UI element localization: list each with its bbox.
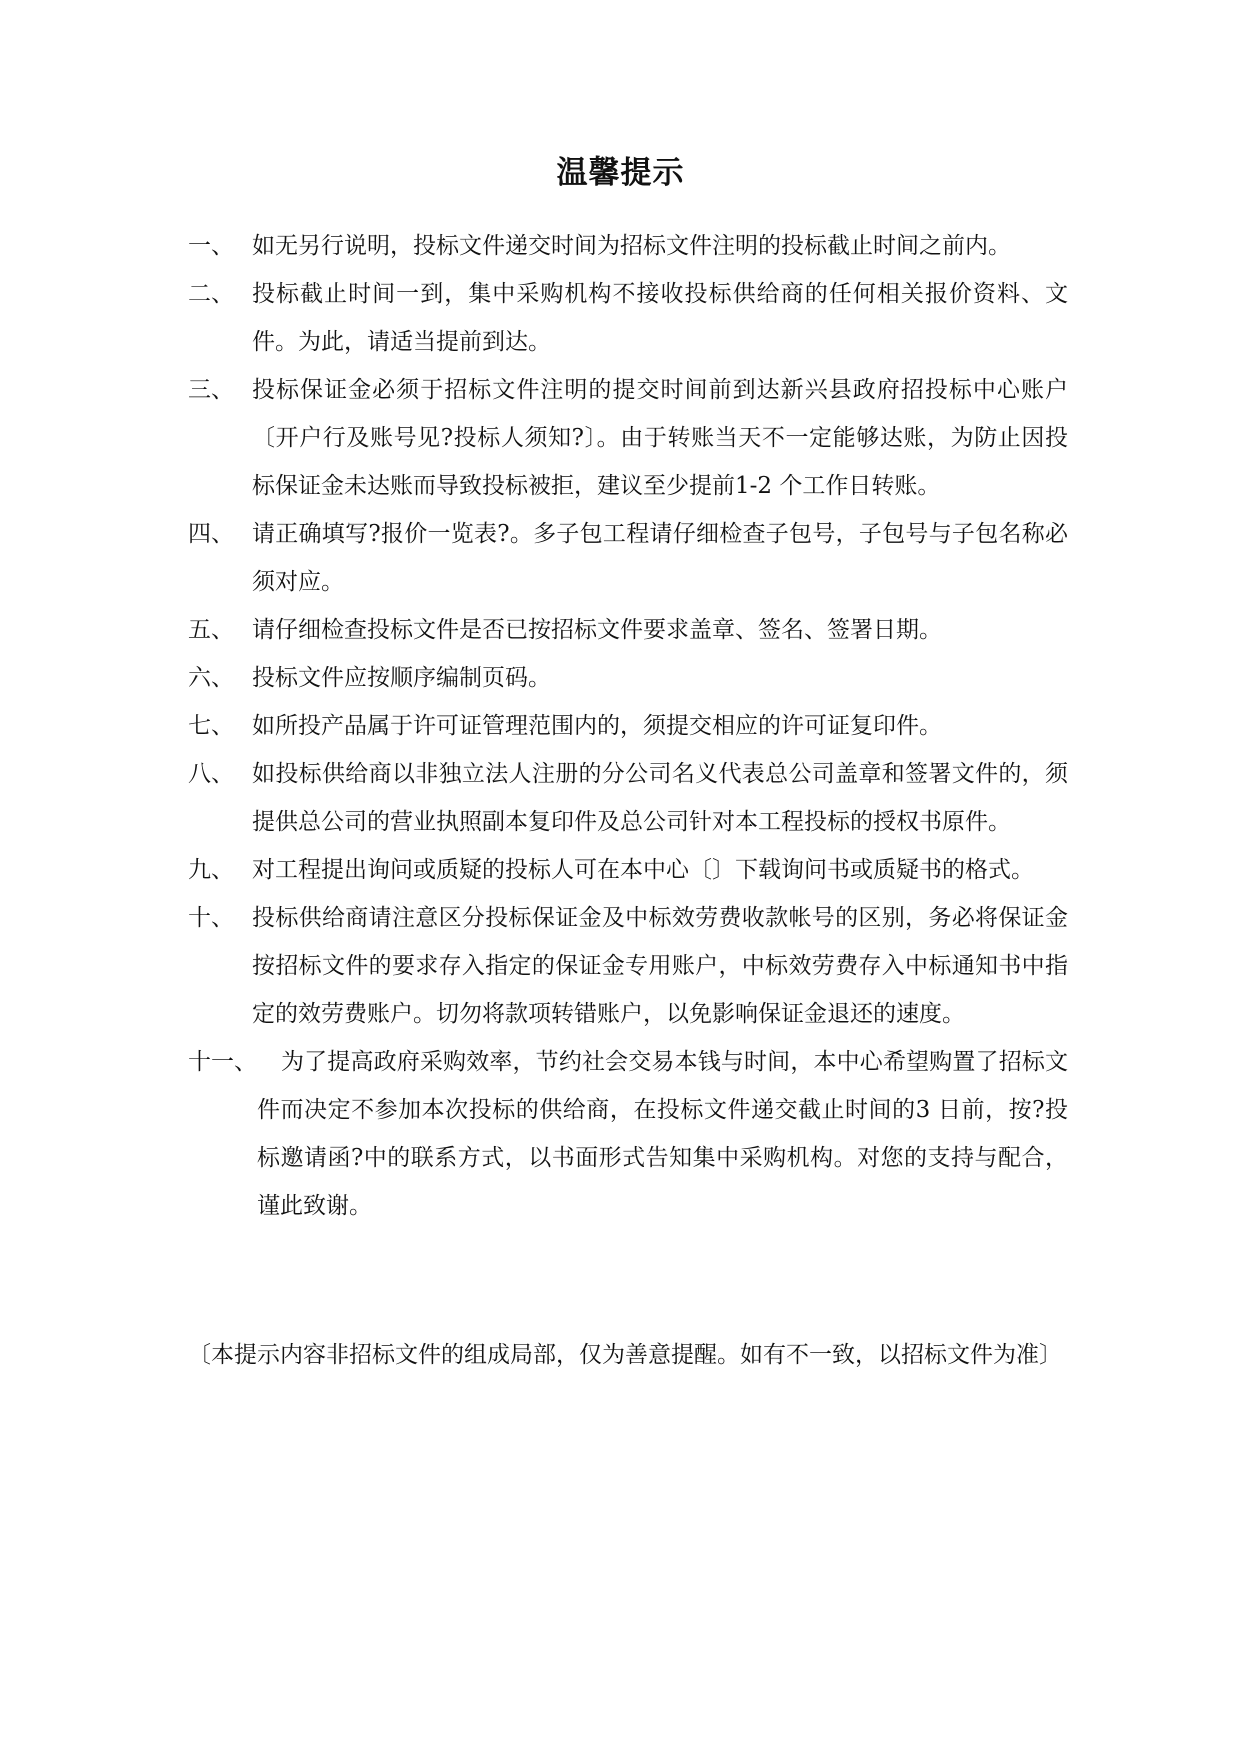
tip-text: 投标供给商请注意区分投标保证金及中标效劳费收款帐号的区别，务必将保证金按招标文件的要求存入指定的保证金专用账户，中标效劳费存入中标通知书中指定的效劳费账户。切勿将款项转错账户，以免影响保证金退还的速度。 [252,905,1068,1027]
tip-number: 十一、 [188,1049,257,1075]
tip-item-4 [188,510,1068,606]
tip-number: 十、 [188,905,234,931]
tips-list [188,222,1068,1230]
tip-text: 投标保证金必须于招标文件注明的提交时间前到达新兴县政府招投标中心账户〔开户行及账号见?投标人须知?〕。由于转账当天不一定能够达账，为防止因投标保证金未达账而导致投标被拒，建议至少提前1-2 个工作日转账。 [252,377,1068,499]
tip-item-11 [188,1038,1068,1230]
tip-text: 为了提高政府采购效率，节约社会交易本钱与时间，本中心希望购置了招标文件而决定不参加本次投标的供给商，在投标文件递交截止时间的3 日前，按?投标邀请函?中的联系方式，以书面形式告知集中采购机构。对您的支持与配合，谨此致谢。 [257,1049,1068,1219]
tip-number: 八、 [188,761,234,787]
tip-number: 五、 [188,617,234,643]
tip-number: 三、 [188,377,234,403]
tip-text: 对工程提出询问或质疑的投标人可在本中心〔〕下载询问书或质疑书的格式。 [252,857,1034,883]
tip-text: 请正确填写?报价一览表?。多子包工程请仔细检查子包号，子包号与子包名称必须对应。 [252,521,1068,595]
tip-text: 投标截止时间一到，集中采购机构不接收投标供给商的任何相关报价资料、文件。为此，请适当提前到达。 [252,281,1068,355]
tip-number: 一、 [188,233,234,259]
tip-text: 投标文件应按顺序编制页码。 [252,665,551,691]
tip-item-5 [188,606,1068,654]
tip-item-10 [188,894,1068,1038]
document-title: 温馨提示 [556,155,685,191]
tip-number: 六、 [188,665,234,691]
tip-text: 如无另行说明，投标文件递交时间为招标文件注明的投标截止时间之前内。 [252,233,1011,259]
tip-item-8 [188,750,1068,846]
tip-item-6 [188,654,1068,702]
tip-item-9 [188,846,1068,894]
tip-text: 如所投产品属于许可证管理范围内的，须提交相应的许可证复印件。 [252,713,942,739]
tip-number: 四、 [188,521,234,547]
tip-item-2 [188,270,1068,366]
tip-text: 请仔细检查投标文件是否已按招标文件要求盖章、签名、签署日期。 [252,617,942,643]
tip-number: 二、 [188,281,234,307]
tip-number: 九、 [188,857,234,883]
tip-item-1 [188,222,1068,270]
tip-item-3 [188,366,1068,510]
tip-text: 如投标供给商以非独立法人注册的分公司名义代表总公司盖章和签署文件的，须提供总公司的营业执照副本复印件及总公司针对本工程投标的授权书原件。 [252,761,1068,835]
tip-number: 七、 [188,713,234,739]
closing-note: 〔本提示内容非招标文件的组成局部，仅为善意提醒。如有不一致，以招标文件为准〕 [188,1342,1062,1368]
tip-item-7 [188,702,1068,750]
